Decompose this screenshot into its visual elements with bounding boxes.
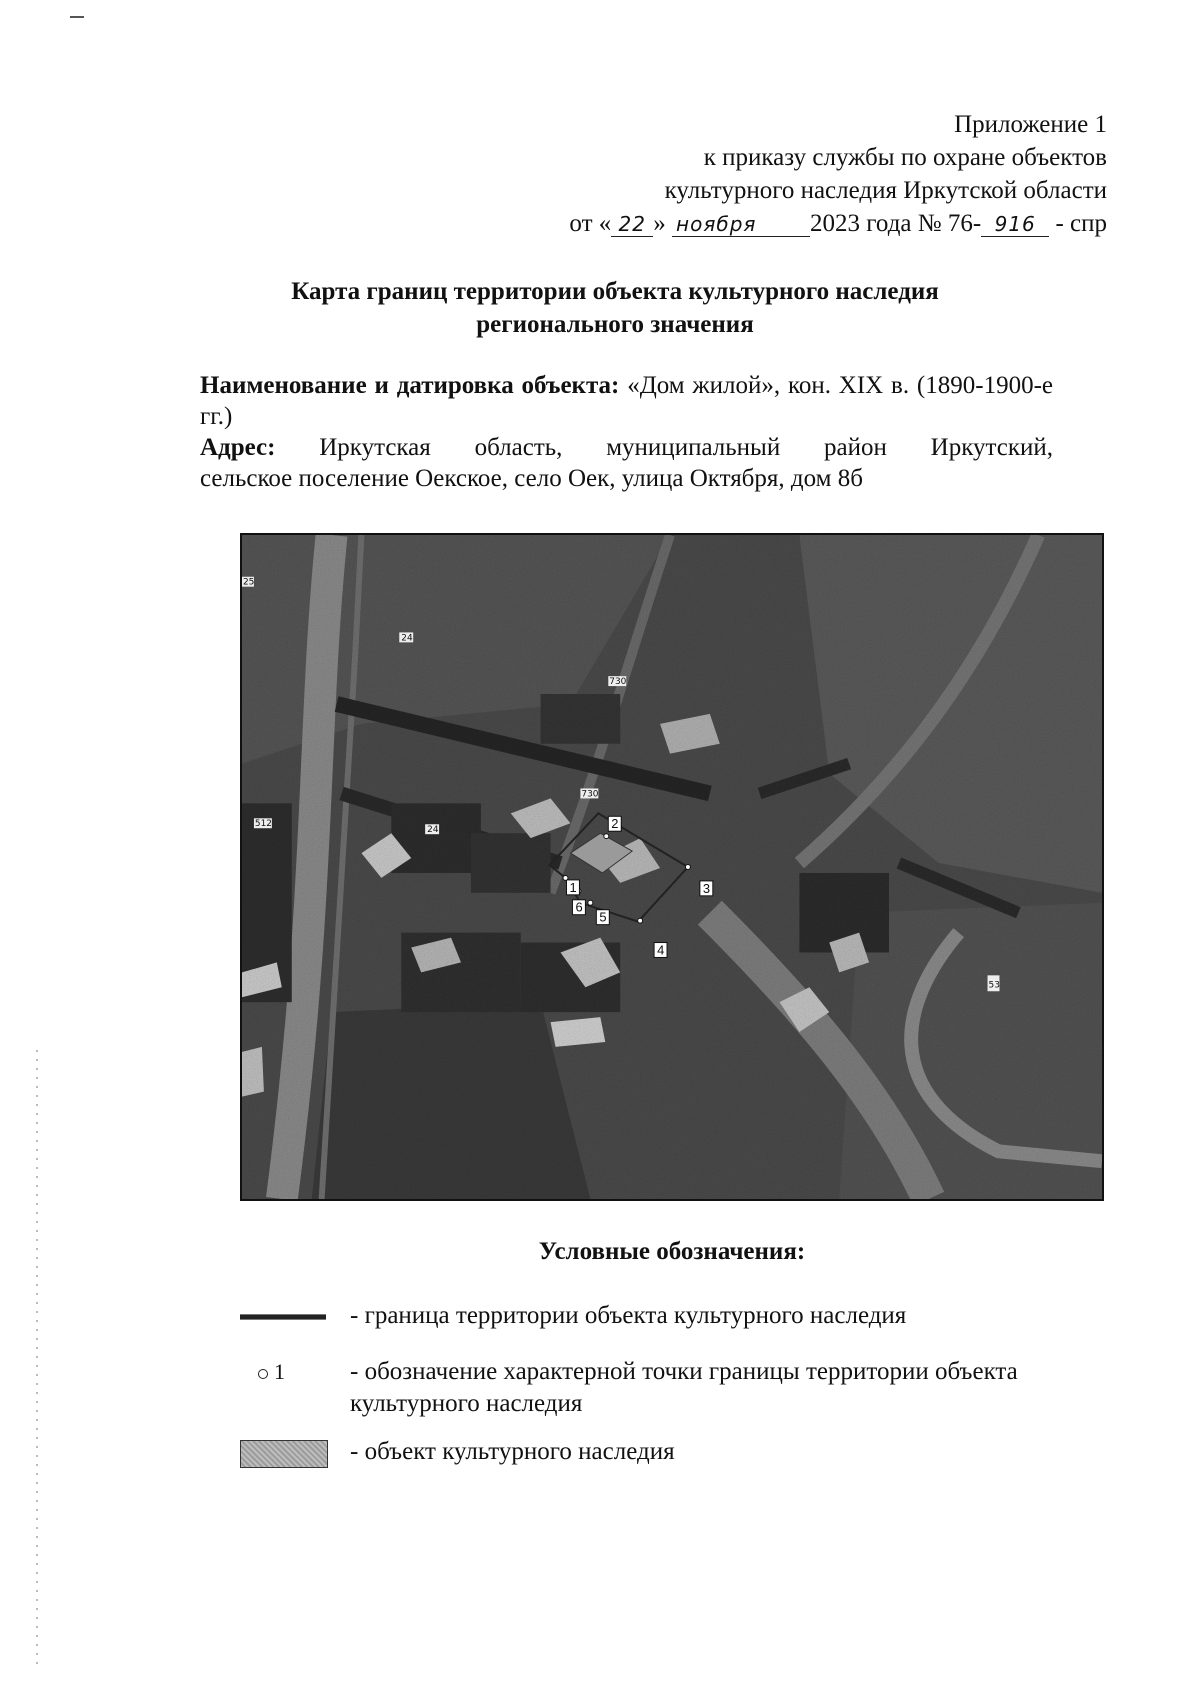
scan-mark bbox=[70, 16, 84, 18]
parcel-label-25: 25 bbox=[242, 577, 255, 588]
parcel-label-730-top: 730 bbox=[609, 677, 627, 688]
parcel-label-24: 24 bbox=[427, 825, 439, 836]
order-suffix: - спр bbox=[1049, 210, 1107, 237]
parcel-label-730: 730 bbox=[581, 789, 599, 800]
handwritten-month: ноября bbox=[672, 212, 810, 237]
date-year-number: 2023 года № 76- bbox=[810, 210, 982, 237]
title-line-2: регионального значения bbox=[476, 311, 754, 338]
object-address-paragraph bbox=[200, 432, 1053, 463]
object-info bbox=[200, 370, 1053, 494]
object-name-label: Наименование и датировка объекта: bbox=[200, 372, 620, 399]
legend-boundary-text: - граница территории объекта культурного наследия bbox=[350, 1302, 907, 1329]
object-address-label: Адрес: bbox=[200, 434, 276, 461]
map-image bbox=[242, 535, 1102, 1199]
legend-object-text: - объект культурного наследия bbox=[350, 1438, 675, 1465]
parcel-label-24-top: 24 bbox=[401, 633, 413, 644]
object-address-line-2: сельское поселение Оекское, село Оек, улица Октября, дом 8б bbox=[200, 465, 863, 492]
date-prefix: от « bbox=[569, 210, 612, 237]
appendix-order-line: к приказу службы по охране объектов bbox=[703, 144, 1107, 171]
boundary-point-icon bbox=[258, 1356, 285, 1388]
appendix-title: Приложение 1 bbox=[954, 111, 1107, 138]
object-name-value: «Дом жилой», кон. XIX в. (1890-1900-е гг.) bbox=[200, 372, 1053, 430]
date-day-suffix: » bbox=[653, 210, 673, 237]
point-label-5: 5 bbox=[599, 909, 607, 925]
scan-artifact bbox=[36, 1050, 38, 1670]
point-label-3: 3 bbox=[702, 880, 711, 896]
legend-point-text: - обозначение характерной точки границы территории объекта культурного наследия bbox=[350, 1358, 1018, 1417]
object-name-paragraph bbox=[200, 370, 1053, 432]
satellite-map bbox=[240, 533, 1104, 1201]
appendix-authority-line: культурного наследия Иркутской области bbox=[664, 177, 1107, 204]
boundary-line-icon bbox=[240, 1314, 326, 1320]
heritage-object-swatch-icon bbox=[240, 1440, 328, 1468]
parcel-label-512: 512 bbox=[254, 819, 273, 830]
point-label-6: 6 bbox=[575, 899, 583, 915]
legend-title: Условные обозначения: bbox=[538, 1238, 806, 1265]
appendix-date-line bbox=[407, 207, 1107, 240]
object-address-line-1: Иркутская область, муниципальный район Иркутский, bbox=[275, 434, 1053, 461]
parcel-label-53: 53 bbox=[988, 980, 1000, 991]
title-line-1: Карта границ территории объекта культурного наследия bbox=[291, 278, 939, 305]
point-label-2: 2 bbox=[611, 816, 619, 832]
handwritten-day: 22 bbox=[611, 212, 653, 237]
handwritten-order-number: 916 bbox=[981, 212, 1049, 237]
legend-point-number: 1 bbox=[274, 1359, 285, 1384]
appendix-header bbox=[407, 108, 1107, 240]
point-label-4: 4 bbox=[657, 942, 665, 958]
point-label-1: 1 bbox=[569, 879, 577, 895]
document-title bbox=[200, 275, 1030, 341]
